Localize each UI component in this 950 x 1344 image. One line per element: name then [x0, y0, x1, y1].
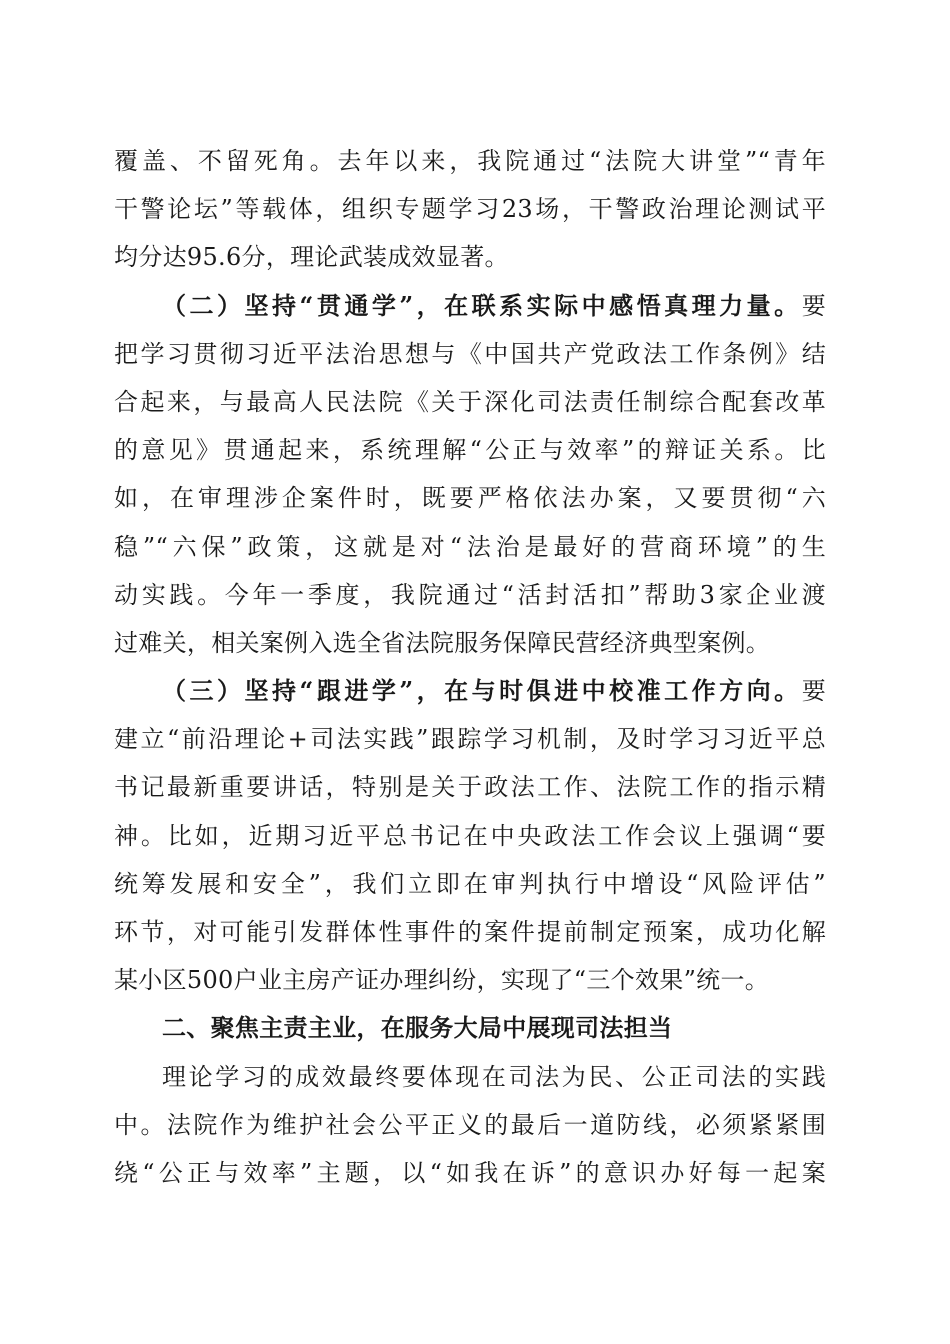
subsection-2-heading: （二）坚持“贯通学”，在联系实际中感悟真理力量。	[162, 290, 802, 320]
text-line: 中。法院作为维护社会公平正义的最后一道防线，必须紧紧围	[114, 1110, 826, 1139]
text-line: 稳”“六保”政策，这就是对“法治是最好的营商环境”的生	[114, 532, 826, 561]
text-line: 均分达95.6分，理论武装成效显著。	[114, 243, 509, 272]
text-fragment: 要	[801, 677, 826, 706]
subsection-3-heading: （三）坚持“跟进学”，在与时俱进中校准工作方向。	[162, 676, 802, 706]
text-line: 动实践。今年一季度，我院通过“活封活扣”帮助3家企业渡	[114, 580, 826, 609]
text-line: 神。比如，近期习近平总书记在中央政法工作会议上强调“要	[114, 821, 826, 850]
text-line: 环节，对可能引发群体性事件的案件提前制定预案，成功化解	[114, 918, 826, 946]
text-line: 统筹发展和安全”，我们立即在审判执行中增设“风险评估”	[114, 869, 826, 898]
subsection-3-lead-line	[114, 667, 826, 715]
text-fragment: 要	[801, 291, 826, 320]
text-line: 合起来，与最高人民法院《关于深化司法责任制综合配套改革	[114, 387, 826, 416]
text-line: 把学习贯彻习近平法治思想与《中国共产党政法工作条例》结	[114, 339, 826, 368]
section-2-heading: 二、聚焦主责主业，在服务大局中展现司法担当	[162, 1014, 673, 1043]
text-line: 覆盖、不留死角。去年以来，我院通过“法院大讲堂”“青年	[114, 147, 826, 175]
text-line: 某小区500户业主房产证办理纠纷，实现了“三个效果”统一。	[114, 966, 770, 995]
text-line: 干警论坛”等载体，组织专题学习23场，干警政治理论测试平	[114, 195, 826, 224]
text-line: 建立“前沿理论+司法实践”跟踪学习机制，及时学习习近平总	[114, 725, 826, 754]
text-line: 绕“公正与效率”主题，以“如我在诉”的意识办好每一起案	[114, 1158, 826, 1187]
text-line: 理论学习的成效最终要体现在司法为民、公正司法的实践	[162, 1062, 826, 1091]
text-line: 的意见》贯通起来，系统理解“公正与效率”的辩证关系。比	[114, 436, 826, 465]
document-body	[114, 137, 826, 1197]
text-line: 过难关，相关案例入选全省法院服务保障民营经济典型案例。	[114, 628, 771, 657]
subsection-2-lead-line	[114, 282, 826, 330]
text-line: 如，在审理涉企案件时，既要严格依法办案，又要贯彻“六	[114, 484, 826, 513]
text-line: 书记最新重要讲话，特别是关于政法工作、法院工作的指示精	[114, 773, 826, 802]
